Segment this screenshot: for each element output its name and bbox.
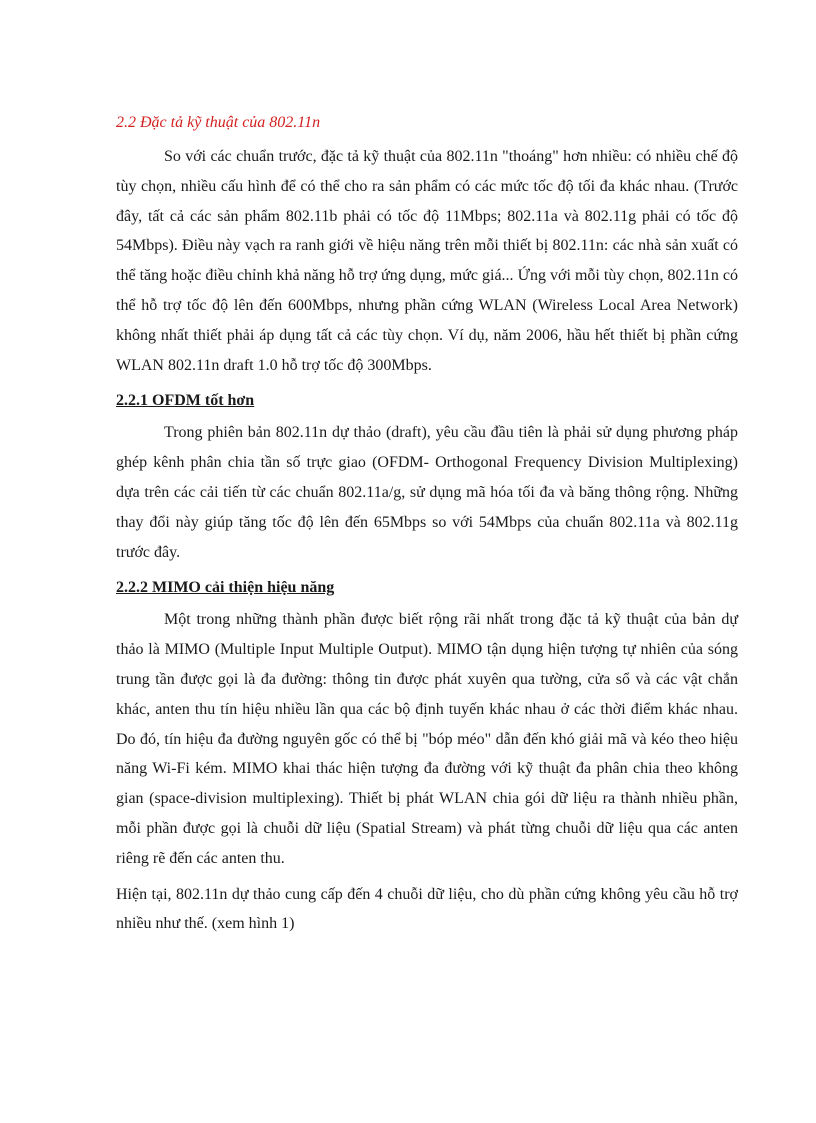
section-intro-paragraph: So với các chuẩn trước, đặc tả kỹ thuật của 802.11n "thoáng" hơn nhiều: có nhiều chế độ tùy chọn, nhiều cấu hình để có thể cho ra sản phẩm có các mức tốc độ tối đa khác nhau. (Trước đây, tất cả các sản phẩm 802.11b phải có tốc độ 11Mbps; 802.11a và 802.11g phải có tốc độ 54Mbps). Điều này vạch ra ranh giới về hiệu năng trên mỗi thiết bị 802.11n: các nhà sản xuất có thể tăng hoặc điều chỉnh khả năng hỗ trợ ứng dụng, mức giá... Ứng với mỗi tùy chọn, 802.11n có thể hỗ trợ tốc độ lên đến 600Mbps, nhưng phần cứng WLAN (Wireless Local Area Network) không nhất thiết phải áp dụng tất cả các tùy chọn. Ví dụ, năm 2006, hầu hết thiết bị phần cứng WLAN 802.11n draft 1.0 hỗ trợ tốc độ 300Mbps.	[116, 148, 738, 374]
document-page	[116, 108, 738, 939]
subsection-ofdm-title: 2.2.1 OFDM tốt hơn	[116, 392, 255, 410]
subsection-mimo-note: Hiện tại, 802.11n dự thảo cung cấp đến 4 chuỗi dữ liệu, cho dù phần cứng không yêu cầu hỗ trợ nhiều như thế. (xem hình 1)	[116, 885, 738, 933]
subsection-ofdm-paragraph: Trong phiên bản 802.11n dự thảo (draft), yêu cầu đầu tiên là phải sử dụng phương pháp ghép kênh phân chia tần số trực giao (OFDM- Orthogonal Frequency Division Multiplexing) dựa trên các cải tiến từ các chuẩn 802.11a/g, sử dụng mã hóa tối đa và băng thông rộng. Những thay đổi này giúp tăng tốc độ lên đến 65Mbps so với 54Mbps của chuẩn 802.11a và 802.11g trước đây.	[116, 424, 738, 561]
subsection-mimo-title: 2.2.2 MIMO cải thiện hiệu năng	[116, 579, 335, 597]
subsection-mimo-paragraph: Một trong những thành phần được biết rộng rãi nhất trong đặc tả kỹ thuật của bản dự thảo là MIMO (Multiple Input Multiple Output). MIMO tận dụng hiện tượng tự nhiên của sóng trung tần được gọi là đa đường: thông tin được phát xuyên qua tường, cửa sổ và các vật chắn khác, anten thu tín hiệu nhiều lần qua các bộ định tuyến khác nhau ở các thời điểm khác nhau. Do đó, tín hiệu đa đường nguyên gốc có thể bị "bóp méo" dẫn đến khó giải mã và kéo theo hiệu năng Wi-Fi kém. MIMO khai thác hiện tượng đa đường với kỹ thuật đa phân chia theo không gian (space-division multiplexing). Thiết bị phát WLAN chia gói dữ liệu ra thành nhiều phần, mỗi phần được gọi là chuỗi dữ liệu (Spatial Stream) và phát từng chuỗi dữ liệu qua các anten riêng rẽ đến các anten thu.	[116, 611, 738, 867]
section-title: 2.2 Đặc tả kỹ thuật của 802.11n	[116, 114, 321, 131]
